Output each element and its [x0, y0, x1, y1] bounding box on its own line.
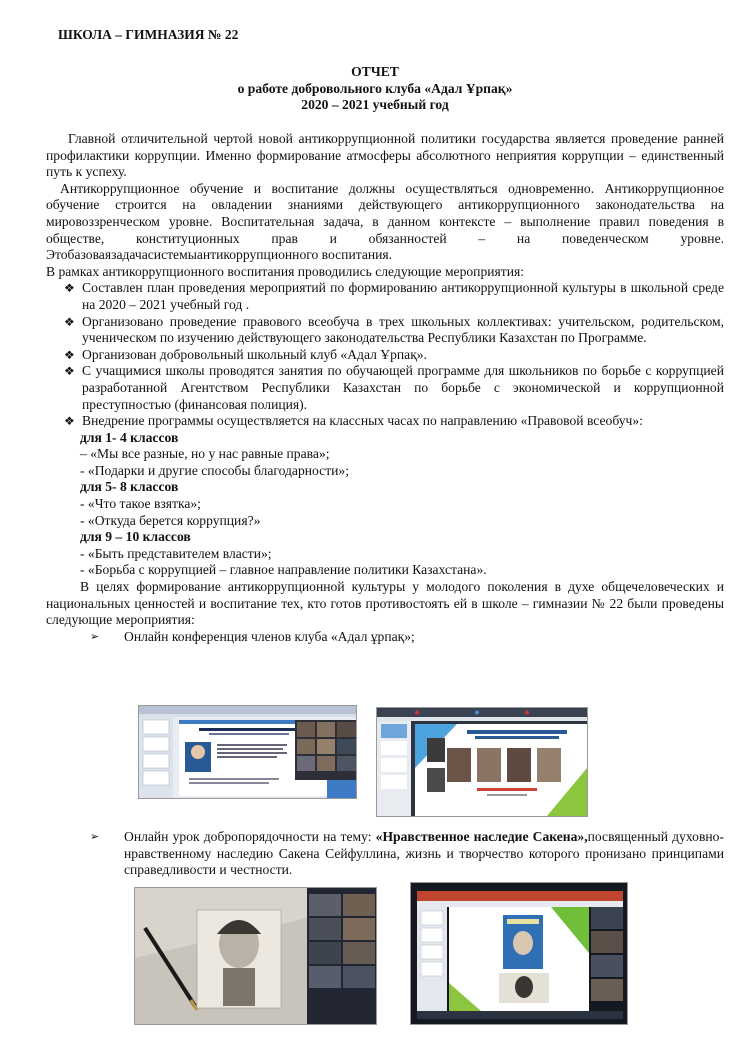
program-item: - «Откуда берется коррупция?»: [80, 512, 261, 528]
diamond-bullet-icon: ❖: [64, 281, 75, 296]
program-item: – «Мы все разные, но у нас равные права»;: [80, 446, 330, 462]
program-group-title: для 5- 8 классов: [80, 479, 179, 495]
list-item: ❖ Внедрение программы осуществляется на классных часах по направлению «Правовой всеобуч»:: [64, 413, 643, 429]
title-line-2: о работе добровольного клуба «Адал Ұрпақ»: [237, 80, 513, 96]
program-item: - «Что такое взятка»;: [80, 496, 201, 512]
event-item-1: ➢ Онлайн конференция членов клуба «Адал ұрпақ»;: [90, 628, 415, 644]
program-item: - «Борьба с коррупцией – главное направление политики Казахстана».: [80, 562, 487, 578]
conference-screenshot-2: [376, 707, 588, 817]
program-item: - «Быть представителем власти»;: [80, 545, 272, 561]
intro-paragraph-1: Главной отличительной чертой новой антикоррупционной политики государства является проведение ранней профилактики коррупции. Именно формирование атмосферы абсолютного неприятия коррупции – единственный путь к успеху.: [46, 131, 724, 180]
goal-paragraph: В целях формирование антикоррупционной культуры у молодого поколения в духе общечеловеческих и национальных ценностей и воспитание тех, кто готов противостоять ей в школе – гимназии № 22 были проведены следующие мероприятия:: [46, 579, 724, 628]
event-item-2: ➢ Онлайн урок добропорядочности на тему: «Нравственное наследие Сакена»,посвященный духовно-нравственному наследию Сакена Сейфуллина, жизнь и творчество которого пронизано принципами справедливости и честности.: [90, 829, 724, 878]
report-title: [40, 64, 710, 114]
program-group-title: для 1- 4 классов: [80, 429, 179, 445]
intro-paragraph-3: В рамках антикоррупционного воспитания проводились следующие мероприятия:: [46, 263, 525, 279]
arrow-bullet-icon: ➢: [90, 831, 100, 843]
school-header: ШКОЛА – ГИМНАЗИЯ № 22: [58, 27, 239, 42]
lesson-screenshot-1: [134, 887, 377, 1025]
diamond-bullet-icon: ❖: [64, 414, 75, 429]
program-item: - «Подарки и другие способы благодарности»;: [80, 462, 349, 478]
list-item: ❖ С учащимися школы проводятся занятия по обучающей программе для школьников по борьбе с коррупцией разработанной Агентством Республики Казахстан по борьбе с экономической и коррупционной преступностью (финансовая полиция).: [64, 363, 724, 412]
list-item: ❖ Организовано проведение правового всеобуча в трех школьных коллективах: учительском, родительском, ученическом по изучению действующего законодательства Республики Казахстан по Программе.: [64, 313, 724, 346]
diamond-bullet-icon: ❖: [64, 347, 75, 362]
list-item: ❖ Составлен план проведения мероприятий по формированию антикоррупционной культуры в школьной среде на 2020 – 2021 учебный год .: [64, 280, 724, 312]
list-item: ❖ Организован добровольный школьный клуб «Адал Ұрпақ».: [64, 346, 428, 362]
conference-screenshot-1: [138, 705, 357, 799]
program-group-title: для 9 – 10 классов: [80, 529, 191, 545]
intro-paragraph-2: Антикоррупционное обучение и воспитание должны осуществляться одновременно. Антикоррупционное обучение строится на овладении знаниями действующего антикоррупционного законодательства на мировоззренческом уровне. Воспитательная задача, в данном контексте – выполнение правил поведения в обществе, конституционных прав и обязанностей – на поведенческом уровне. Этобазоваязадачасистемыантикоррупционного воспитания.: [46, 180, 724, 263]
arrow-bullet-icon: ➢: [90, 630, 100, 643]
diamond-bullet-icon: ❖: [64, 364, 75, 379]
title-line-3: 2020 – 2021 учебный год: [301, 97, 449, 112]
lesson-screenshot-2: [410, 882, 628, 1025]
diamond-bullet-icon: ❖: [64, 314, 75, 329]
report-body: [46, 131, 724, 645]
title-line-1: ОТЧЕТ: [351, 64, 399, 79]
